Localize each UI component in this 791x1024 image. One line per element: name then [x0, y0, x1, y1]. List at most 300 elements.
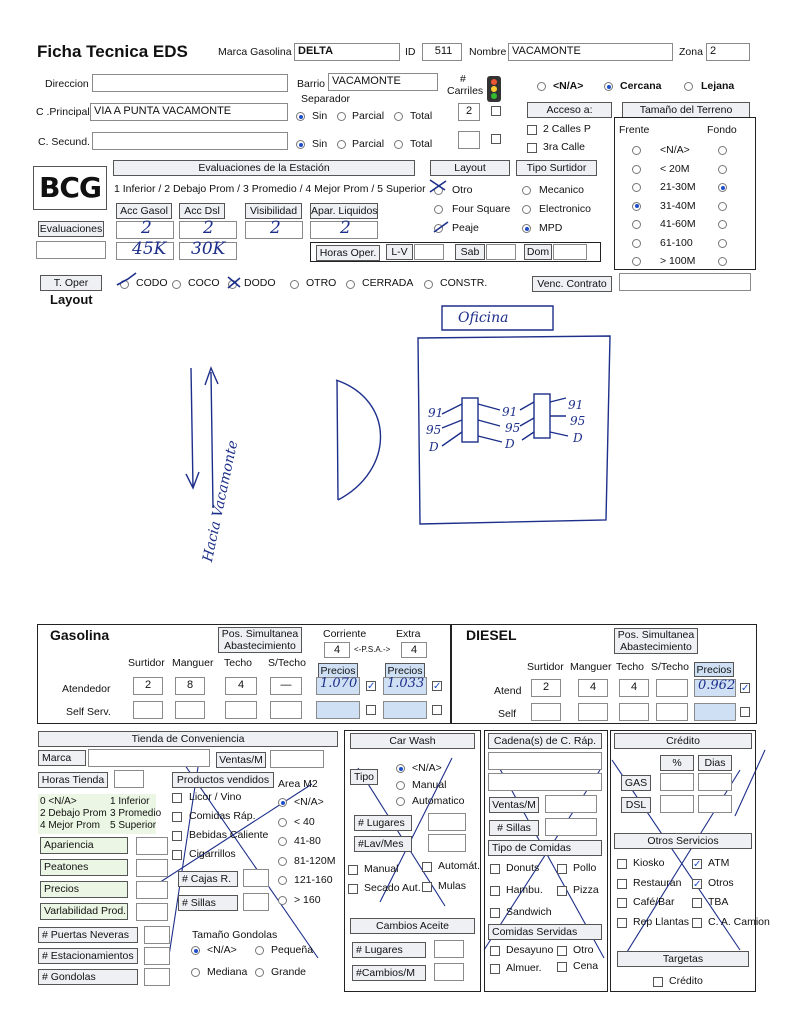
sketch-right-95: 95 — [570, 414, 586, 428]
servida-otro-label: Otro — [573, 944, 594, 956]
servida-almuer-check[interactable] — [490, 964, 500, 974]
layout-options-header: Layout — [430, 160, 510, 176]
comida-label-3: Pizza — [573, 884, 599, 896]
toper-option-label-4: CERRADA — [362, 277, 414, 289]
comida-label-4: Sandwich — [506, 906, 552, 918]
credito-dsl-dias[interactable] — [698, 795, 732, 813]
sketch-mid-91: 91 — [502, 405, 518, 419]
credito-gas-pct[interactable] — [660, 773, 694, 791]
credito-check-label: Crédito — [669, 975, 703, 987]
tienda-area-label-2: 41-80 — [294, 835, 321, 847]
tienda-puertas-field[interactable] — [144, 926, 170, 944]
terreno-frente-radio-3[interactable] — [632, 202, 641, 211]
carwash-auto-label: Automatico — [412, 795, 465, 807]
proximity-lejana-radio[interactable] — [684, 82, 693, 91]
credito-check[interactable] — [653, 977, 663, 987]
credito-gas-dias[interactable] — [698, 773, 732, 791]
tienda-marca-field[interactable] — [88, 749, 210, 767]
tienda-prod-label-1: Comidas Ráp. — [189, 810, 256, 822]
servida-cena-label: Cena — [573, 960, 599, 972]
horas-sab-label: Sab — [455, 244, 485, 260]
form-title: Ficha Tecnica EDS — [37, 42, 188, 61]
sketch-right-d: D — [573, 431, 583, 445]
terreno-frente-radio-0[interactable] — [632, 146, 641, 155]
surtidor-electronico-radio[interactable] — [522, 205, 531, 214]
eval-accgasol-value: 2 — [141, 218, 152, 238]
carwash-tipo-label: Tipo — [350, 769, 378, 785]
id-label: ID — [405, 46, 416, 58]
gasolina-corriente-label: Corriente — [323, 628, 367, 640]
servicio-check-5[interactable] — [692, 898, 702, 908]
horas-sab-field[interactable] — [486, 244, 516, 260]
separador2-total-radio[interactable] — [394, 140, 403, 149]
direccion-label: Direccion — [45, 78, 89, 90]
acceso-2calles-label: 2 Calles P — [543, 123, 591, 135]
eval-col-liquidos: Apar. Liquidos — [311, 205, 378, 217]
tienda-cajas-field[interactable] — [243, 869, 269, 887]
terreno-frente-radio-6[interactable] — [632, 257, 641, 266]
servida-otro-check[interactable] — [557, 946, 567, 956]
tienda-estacionamientos-label: # Estacionamientos — [38, 948, 138, 964]
acceso-3calle-label: 3ra Calle — [543, 141, 586, 153]
proximity-na-radio[interactable] — [537, 82, 546, 91]
terreno-fondo-radio-5[interactable] — [718, 239, 727, 248]
diesel-title: DIESEL — [466, 627, 517, 643]
comida-check-4[interactable] — [490, 908, 500, 918]
tienda-scale-1: 1 Inferior — [110, 796, 150, 807]
nombre-field[interactable]: VACAMONTE — [508, 43, 673, 61]
layout-otro-radio[interactable] — [434, 186, 443, 195]
servicio-check-4[interactable] — [617, 898, 627, 908]
comida-label-0: Donuts — [506, 862, 540, 874]
tienda-area-label-4: 121-160 — [294, 874, 333, 886]
surtidor-mecanico-radio[interactable] — [522, 186, 531, 195]
gondola-mediana-radio[interactable] — [191, 968, 200, 977]
carwash-manual-check[interactable] — [348, 865, 358, 875]
cambios-header: Cambios Aceite — [350, 918, 475, 934]
diesel-col-techo: Techo — [616, 661, 645, 673]
toper-radio-2[interactable] — [228, 280, 237, 289]
gasolina-stecho-field[interactable]: — — [270, 677, 302, 695]
comida-check-1[interactable] — [557, 864, 567, 874]
tienda-sillas-field[interactable] — [243, 893, 269, 911]
credito-header: Crédito — [614, 733, 752, 749]
tienda-area-radio-4[interactable] — [278, 876, 287, 885]
diesel-self-surtidor[interactable] — [531, 703, 561, 721]
terreno-fondo-label: Fondo — [707, 124, 737, 136]
servicio-check-1[interactable]: ✓ — [693, 859, 702, 870]
tienda-rating-label-1: Peatones — [40, 859, 128, 876]
diesel-surtidor-field[interactable]: 2 — [531, 679, 561, 697]
venc-contrato-field[interactable] — [619, 273, 751, 291]
terreno-header: Tamaño del Terreno — [622, 102, 750, 118]
tienda-area-label-3: 81-120M — [294, 854, 336, 867]
carwash-mulas-label: Mulas — [438, 880, 467, 892]
carwash-na-label: <N/A> — [412, 762, 442, 774]
surtidor-mecanico-label: Mecanico — [539, 184, 584, 196]
tienda-area-radio-3[interactable] — [278, 857, 287, 866]
tienda-prod-check-2[interactable] — [172, 831, 182, 841]
servicio-label-6: Rep Llantas — [633, 915, 690, 928]
id-field[interactable]: 511 — [422, 43, 462, 61]
cadena-ventas-label: Ventas/M — [489, 797, 539, 813]
carwash-lavmes-field[interactable] — [428, 834, 466, 852]
diesel-self-check[interactable] — [740, 707, 750, 717]
surtidor-electronico-label: Electronico — [539, 203, 591, 215]
cprincipal-label: C .Principal — [36, 106, 90, 118]
tienda-ventas-label: Ventas/M — [216, 752, 266, 768]
gasolina-col-techo: Techo — [224, 657, 253, 669]
servicio-check-7[interactable] — [692, 918, 702, 928]
gasolina-corriente-field[interactable]: 4 — [324, 642, 350, 658]
separador2-total-label: Total — [410, 138, 433, 150]
diesel-col-manguer: Manguer — [570, 661, 612, 673]
gondola-pequena-label: Pequeña — [271, 944, 314, 956]
toper-radio-1[interactable] — [172, 280, 181, 289]
carwash-auto-radio[interactable] — [396, 797, 405, 806]
gasolina-surtidor-field[interactable]: 2 — [133, 677, 163, 695]
cambios-lugares-label: # Lugares — [352, 942, 426, 958]
gasolina-precio1-check[interactable]: ✓ — [367, 681, 376, 692]
proximity-lejana-label: Lejana — [701, 80, 735, 92]
credito-dias-label: Dias — [698, 755, 732, 771]
tienda-ventas-field[interactable] — [270, 750, 324, 768]
credito-dsl-pct[interactable] — [660, 795, 694, 813]
csecund-field[interactable] — [92, 132, 288, 150]
terreno-fondo-radio-0[interactable] — [718, 146, 727, 155]
gasolina-self-precio1[interactable] — [316, 701, 360, 719]
diesel-self-manguer[interactable] — [578, 703, 608, 721]
terreno-option-label-6: > 100M — [660, 255, 696, 267]
toper-radio-0[interactable] — [120, 280, 129, 289]
tienda-scale-3: 3 Promedio — [110, 808, 162, 819]
servicio-label-7: C. A. Camion — [708, 915, 770, 928]
eval-liquidos-value: 2 — [340, 218, 351, 238]
separador2-sin-label: Sin — [312, 138, 328, 150]
layout-foursquare-label: Four Square — [452, 203, 511, 215]
toper-radio-5[interactable] — [424, 280, 433, 289]
carwash-lugares-field[interactable] — [428, 813, 466, 831]
terreno-frente-radio-1[interactable] — [632, 165, 641, 174]
diesel-manguer-field[interactable]: 4 — [578, 679, 608, 697]
servida-almuer-label: Almuer. — [506, 962, 542, 974]
carriles2-check[interactable] — [491, 134, 501, 144]
tienda-estacionamientos-field[interactable] — [144, 947, 170, 965]
tienda-rating-field-1[interactable] — [136, 859, 168, 877]
comida-check-3[interactable] — [557, 886, 567, 896]
servida-desayuno-check[interactable] — [490, 946, 500, 956]
gasolina-col-surtidor: Surtidor — [128, 657, 165, 669]
gasolina-self-check2[interactable] — [432, 705, 442, 715]
diesel-possim-label: Pos. Simultanea Abastecimiento — [614, 628, 698, 654]
acceso-header: Acceso a: — [527, 102, 612, 118]
vol-row-box — [36, 241, 106, 259]
marca-field[interactable]: DELTA — [294, 43, 400, 61]
terreno-frente-label: Frente — [619, 124, 650, 136]
tienda-productos-label: Productos vendidos — [172, 772, 274, 788]
layout-sketch-title: Layout — [50, 292, 93, 307]
cadena-tipo-label: Tipo de Comidas — [488, 840, 602, 856]
tienda-rating-field-0[interactable] — [136, 837, 168, 855]
gondola-mediana-label: Mediana — [207, 966, 248, 978]
tienda-area-label-1: < 40 — [294, 815, 315, 828]
evaluaciones-header: Evaluaciones de la Estación — [113, 160, 415, 176]
carwash-na-radio[interactable] — [396, 764, 405, 773]
servicio-label-2: Restauran — [633, 876, 682, 889]
gasolina-atend-label: Atendedor — [62, 683, 111, 695]
carwash-automat-check-label: Automát. — [438, 860, 481, 872]
carwash-header: Car Wash — [350, 733, 475, 749]
tienda-prod-check-3[interactable] — [172, 850, 182, 860]
carwash-secado-label: Secado Aut. — [364, 882, 421, 894]
tienda-rating-label-2: Precios — [40, 881, 128, 898]
eval-col-accgasol: Acc Gasol — [116, 203, 172, 219]
gondola-pequena-radio[interactable] — [255, 946, 264, 955]
gasolina-self-precio2[interactable] — [383, 701, 427, 719]
tienda-sillas-label: # Sillas — [178, 895, 238, 911]
terreno-fondo-radio-6[interactable] — [718, 257, 727, 266]
toper-option-label-2: DODO — [244, 277, 276, 289]
terreno-frente-radio-5[interactable] — [632, 239, 641, 248]
diesel-precio-check[interactable]: ✓ — [741, 683, 750, 694]
tienda-prod-label-2: Bebidas Caliente — [189, 829, 269, 841]
gasolina-precio2-value: 1.033 — [387, 676, 425, 691]
cadena-header: Cadena(s) de C. Ráp. — [488, 733, 602, 749]
diesel-atend-label: Atend — [494, 685, 522, 697]
sketch-right-91: 91 — [568, 398, 584, 412]
comida-check-0[interactable] — [490, 864, 500, 874]
terreno-frente-radio-4[interactable] — [632, 220, 641, 229]
tienda-horas-label: Horas Tienda — [38, 772, 108, 788]
carwash-secado-check[interactable] — [348, 884, 358, 894]
surtidor-mpd-label: MPD — [539, 222, 563, 234]
surtidor-mpd-radio[interactable] — [522, 224, 531, 233]
tienda-scale-2: 2 Debajo Prom — [40, 808, 107, 819]
servida-desayuno-label: Desayuno — [506, 944, 554, 956]
terreno-frente-radio-2[interactable] — [632, 183, 641, 192]
sketch-left-d: D — [429, 440, 439, 454]
carriles-field[interactable]: 2 — [458, 103, 480, 121]
gondola-grande-label: Grande — [271, 966, 307, 978]
separador-label: Separador — [301, 93, 351, 105]
toper-label: T. Oper — [40, 275, 102, 291]
tienda-prod-label-3: Cigarrillos — [189, 848, 236, 860]
servicio-check-3[interactable]: ✓ — [693, 878, 702, 890]
sketch-oficina-label: Oficina — [458, 310, 509, 326]
credito-gas-label: GAS — [621, 775, 651, 791]
tienda-area-radio-1[interactable] — [278, 818, 287, 827]
separador-sin-label: Sin — [312, 110, 328, 122]
diesel-self-techo[interactable] — [619, 703, 649, 721]
terreno-fondo-radio-3[interactable] — [718, 202, 727, 211]
proximity-cercana-radio[interactable] — [604, 82, 613, 91]
terreno-option-label-5: 61-100 — [660, 236, 693, 249]
tienda-scale-4: 4 Mejor Prom — [40, 820, 101, 831]
cadena-sillas-label: # Sillas — [489, 820, 539, 836]
gasolina-self-label: Self Serv. — [66, 706, 111, 718]
toper-option-label-1: COCO — [188, 277, 220, 289]
tienda-rating-field-2[interactable] — [136, 881, 168, 899]
carriles-check[interactable] — [491, 106, 501, 116]
gondola-na-radio[interactable] — [191, 946, 200, 955]
gondola-grande-radio[interactable] — [255, 968, 264, 977]
zona-field[interactable]: 2 — [706, 43, 750, 61]
separador2-parcial-radio[interactable] — [337, 140, 346, 149]
acceso-3calle-check[interactable] — [527, 143, 537, 153]
diesel-self-stecho[interactable] — [656, 703, 688, 721]
diesel-col-stecho: S/Techo — [651, 661, 689, 673]
terreno-option-label-2: 21-30M — [660, 181, 696, 193]
gondola-na-label: <N/A> — [207, 944, 237, 956]
layout-foursquare-radio[interactable] — [434, 205, 443, 214]
tienda-header: Tienda de Conveniencia — [38, 731, 338, 747]
tienda-area-label: Area M2 — [278, 778, 318, 790]
carwash-manual-radio[interactable] — [396, 781, 405, 790]
tienda-rating-label-3: Varlabilidad Prod. — [40, 903, 128, 920]
vol-dsl-value: 30K — [191, 239, 226, 259]
carwash-manual-label: Manual — [412, 779, 447, 791]
sketch-left-91: 91 — [428, 406, 444, 420]
tienda-area-label-5: > 160 — [294, 893, 321, 906]
eval-col-visibilidad: Visibilidad — [245, 203, 302, 219]
evaluaciones-row-label: Evaluaciones — [39, 223, 103, 235]
carriles2-field[interactable] — [458, 131, 480, 149]
horas-dom-field[interactable] — [553, 244, 587, 260]
acceso-2calles-check[interactable] — [527, 125, 537, 135]
tienda-gondolas-field[interactable] — [144, 968, 170, 986]
layout-peaje-radio[interactable] — [434, 224, 443, 233]
cadena-ventas-field[interactable] — [545, 795, 597, 813]
tienda-area-radio-2[interactable] — [278, 837, 287, 846]
gasolina-self-check1[interactable] — [366, 705, 376, 715]
barrio-field[interactable]: VACAMONTE — [328, 73, 438, 91]
servicio-label-3: Otros — [708, 876, 734, 889]
terreno-fondo-radio-4[interactable] — [718, 220, 727, 229]
gasolina-self-surtidor[interactable] — [133, 701, 163, 719]
toper-radio-4[interactable] — [346, 280, 355, 289]
proximity-na-label: <N/A> — [553, 80, 584, 92]
targetas-header: Targetas — [617, 951, 749, 967]
marca-label: Marca Gasolina — [218, 46, 292, 58]
gasolina-self-stecho[interactable] — [270, 701, 302, 719]
separador2-sin-radio[interactable] — [296, 140, 305, 149]
bcg-logo: BCG — [33, 166, 107, 210]
tienda-horas-field[interactable] — [114, 770, 144, 788]
gasolina-title: Gasolina — [50, 627, 110, 643]
separador-parcial-radio[interactable] — [337, 112, 346, 121]
surtidor-header: Tipo Surtidor — [516, 160, 597, 176]
eval-visibilidad-value: 2 — [270, 218, 281, 238]
tienda-prod-label-0: Licor / Vino — [189, 791, 242, 803]
servicio-label-0: Kiosko — [633, 857, 665, 869]
diesel-self-precio[interactable] — [694, 703, 736, 721]
gasolina-col-manguer: Manguer — [172, 657, 214, 669]
tienda-rating-field-3[interactable] — [136, 903, 168, 921]
carriles-label: Carriles — [447, 85, 484, 97]
tienda-prod-check-1[interactable] — [172, 812, 182, 822]
horas-lv-field[interactable] — [414, 244, 444, 260]
horas-oper-label: Horas Oper. — [316, 245, 380, 261]
terreno-fondo-radio-1[interactable] — [718, 165, 727, 174]
gasolina-extra-field[interactable]: 4 — [401, 642, 427, 658]
sketch-mid-95: 95 — [505, 421, 521, 435]
separador-parcial-label: Parcial — [352, 110, 385, 122]
gasolina-self-manguer[interactable] — [175, 701, 205, 719]
terreno-option-label-0: <N/A> — [660, 144, 690, 156]
toper-radio-3[interactable] — [290, 280, 299, 289]
cadena-name-field-1[interactable] — [488, 752, 602, 770]
servicio-label-5: TBA — [708, 896, 729, 908]
venc-contrato-label: Venc. Contrato — [532, 276, 612, 292]
gasolina-possim-label: Pos. Simultanea Abastecimiento — [218, 627, 302, 653]
cadena-sillas-field[interactable] — [545, 818, 597, 836]
otros-servicios-header: Otros Servicios — [614, 833, 752, 849]
tienda-marca-label: Marca — [38, 750, 86, 766]
direccion-field[interactable] — [92, 74, 288, 92]
credito-pct-label: % — [660, 755, 694, 771]
cadena-name-field-2[interactable] — [488, 773, 602, 791]
horas-dom-label: Dom — [524, 244, 552, 260]
cprincipal-field[interactable]: VIA A PUNTA VACAMONTE — [90, 103, 288, 121]
terreno-fondo-radio-2[interactable] — [718, 183, 727, 192]
comida-check-2[interactable] — [490, 886, 500, 896]
diesel-precio-value: 0.962 — [698, 678, 736, 693]
cambios-mes-label: #Cambios/M — [352, 965, 426, 981]
gasolina-precio1-value: 1.070 — [320, 676, 358, 691]
servicio-check-0[interactable] — [617, 859, 627, 869]
diesel-col-surtidor: Surtidor — [527, 661, 564, 673]
carwash-automat-check[interactable] — [422, 862, 432, 872]
separador-total-radio[interactable] — [394, 112, 403, 121]
proximity-cercana-label: Cercana — [620, 80, 662, 92]
terreno-option-label-1: < 20M — [660, 162, 690, 175]
credito-dsl-label: DSL — [621, 797, 651, 813]
terreno-option-label-3: 31-40M — [660, 199, 696, 212]
sketch-side-note: Hacia Vacamonte — [200, 439, 242, 564]
tienda-area-radio-5[interactable] — [278, 896, 287, 905]
eval-accdsl-value: 2 — [203, 218, 214, 238]
gasolina-precio2-check[interactable]: ✓ — [433, 681, 442, 692]
carwash-manual-check-label: Manual — [364, 863, 399, 875]
diesel-stecho-field[interactable] — [656, 679, 688, 697]
servicio-check-6[interactable] — [617, 918, 627, 928]
tienda-area-radio-0[interactable] — [278, 798, 287, 807]
servida-cena-check[interactable] — [557, 962, 567, 972]
carwash-mulas-check[interactable] — [422, 882, 432, 892]
diesel-techo-field[interactable]: 4 — [619, 679, 649, 697]
tienda-gondolas-label: # Gondolas — [38, 969, 138, 985]
gasolina-techo-field[interactable]: 4 — [225, 677, 257, 695]
comida-label-2: Hambu. — [506, 884, 543, 896]
toper-option-label-5: CONSTR. — [440, 277, 488, 289]
gasolina-psa-label: <-P.S.A.-> — [354, 645, 391, 654]
separador-sin-radio[interactable] — [296, 112, 305, 121]
vol-gasol-value: 45K — [132, 239, 167, 259]
evaluaciones-scale: 1 Inferior / 2 Debajo Prom / 3 Promedio / 4 Mejor Prom / 5 Superior — [114, 183, 426, 195]
cambios-lugares-field[interactable] — [434, 940, 464, 958]
gasolina-manguer-field[interactable]: 8 — [175, 677, 205, 695]
carwash-lavmes-label: #Lav/Mes — [354, 836, 412, 852]
gasolina-self-techo[interactable] — [225, 701, 257, 719]
tienda-tamgondolas-label: Tamaño Gondolas — [192, 929, 278, 941]
csecund-label: C. Secund. — [38, 136, 90, 148]
diesel-self-label: Self — [498, 708, 517, 720]
servicio-check-2[interactable] — [617, 879, 627, 889]
carwash-lugares-label: # Lugares — [354, 815, 412, 831]
toper-option-label-3: OTRO — [306, 277, 337, 289]
tienda-prod-check-0[interactable] — [172, 793, 182, 803]
cambios-mes-field[interactable] — [434, 963, 464, 981]
